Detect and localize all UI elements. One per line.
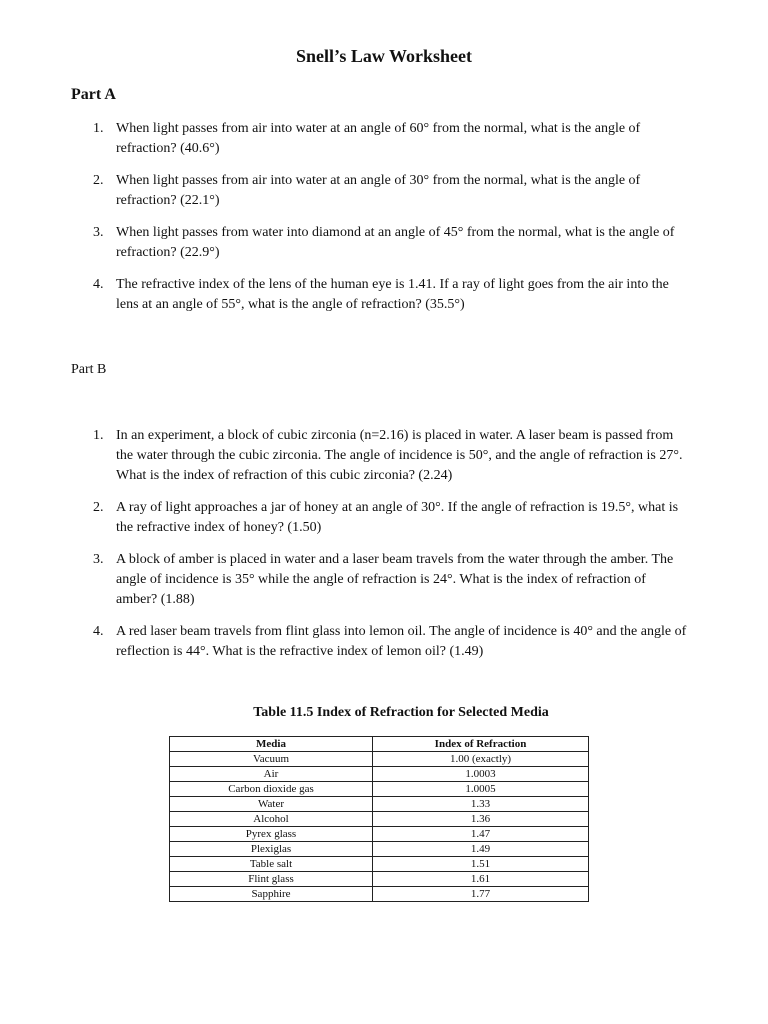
part-b-heading: Part B: [71, 362, 107, 377]
table-row: [170, 767, 589, 782]
question-item: [0, 119, 768, 159]
question-text: A block of amber is placed in water and a laser beam travels from the water through the amber. The angle of incidence is 35° while the angle of refraction is 24°. What is the index of refraction of amber? (1.88): [116, 552, 674, 607]
index-cell: 1.0005: [373, 782, 589, 797]
refraction-index-table: [169, 736, 589, 902]
question-item: [0, 498, 768, 538]
media-cell: Carbon dioxide gas: [170, 782, 373, 797]
table-caption: Table 11.5 Index of Refraction for Selected Media: [253, 705, 549, 720]
question-item: [0, 275, 768, 315]
index-cell: 1.0003: [373, 767, 589, 782]
column-header-index: Index of Refraction: [373, 737, 589, 752]
question-number: 4.: [93, 277, 104, 292]
table-row: [170, 752, 589, 767]
question-item: [0, 622, 768, 662]
index-cell: 1.49: [373, 842, 589, 857]
table-row: [170, 842, 589, 857]
table-row: [170, 872, 589, 887]
table-row: [170, 887, 589, 902]
index-cell: 1.33: [373, 797, 589, 812]
part-a-heading: Part A: [71, 86, 116, 103]
question-text: A red laser beam travels from flint glass into lemon oil. The angle of incidence is 40° and the angle of reflection is 44°. What is the refractive index of lemon oil? (1.49): [116, 624, 687, 659]
media-cell: Table salt: [170, 857, 373, 872]
table-row: [170, 782, 589, 797]
media-cell: Pyrex glass: [170, 827, 373, 842]
media-cell: Plexiglas: [170, 842, 373, 857]
question-number: 2.: [93, 500, 104, 515]
table-row: [170, 827, 589, 842]
question-text: When light passes from air into water at an angle of 60° from the normal, what is the angle of refraction? (40.6°): [116, 121, 641, 156]
index-cell: 1.00 (exactly): [373, 752, 589, 767]
part-b-questions: [0, 426, 768, 674]
question-text: When light passes from water into diamond at an angle of 45° from the normal, what is the angle of refraction? (22.9°): [116, 225, 675, 260]
media-cell: Flint glass: [170, 872, 373, 887]
media-cell: Water: [170, 797, 373, 812]
question-number: 2.: [93, 173, 104, 188]
question-text: The refractive index of the lens of the human eye is 1.41. If a ray of light goes from the air into the lens at an angle of 55°, what is the angle of refraction? (35.5°): [116, 277, 669, 312]
media-cell: Vacuum: [170, 752, 373, 767]
media-cell: Sapphire: [170, 887, 373, 902]
question-text: In an experiment, a block of cubic zirconia (n=2.16) is placed in water. A laser beam is passed from the water through the cubic zirconia. The angle of incidence is 50°, and the angle of refraction is 27°. What is the index of refraction of this cubic zirconia? (2.24): [116, 428, 683, 483]
question-text: A ray of light approaches a jar of honey at an angle of 30°. If the angle of refraction is 19.5°, what is the refractive index of honey? (1.50): [116, 500, 679, 535]
table-header-row: [170, 737, 589, 752]
question-item: [0, 550, 768, 610]
question-item: [0, 426, 768, 486]
column-header-media: Media: [170, 737, 373, 752]
question-number: 1.: [93, 121, 104, 136]
index-cell: 1.61: [373, 872, 589, 887]
index-cell: 1.77: [373, 887, 589, 902]
index-cell: 1.51: [373, 857, 589, 872]
table-row: [170, 857, 589, 872]
media-cell: Alcohol: [170, 812, 373, 827]
question-number: 3.: [93, 552, 104, 567]
page-title: Snell’s Law Worksheet: [295, 46, 473, 66]
part-a-questions: [0, 119, 768, 327]
index-cell: 1.47: [373, 827, 589, 842]
table-row: [170, 812, 589, 827]
media-cell: Air: [170, 767, 373, 782]
question-number: 4.: [93, 624, 104, 639]
question-number: 1.: [93, 428, 104, 443]
question-item: [0, 171, 768, 211]
question-number: 3.: [93, 225, 104, 240]
question-item: [0, 223, 768, 263]
index-cell: 1.36: [373, 812, 589, 827]
question-text: When light passes from air into water at an angle of 30° from the normal, what is the angle of refraction? (22.1°): [116, 173, 641, 208]
table-row: [170, 797, 589, 812]
